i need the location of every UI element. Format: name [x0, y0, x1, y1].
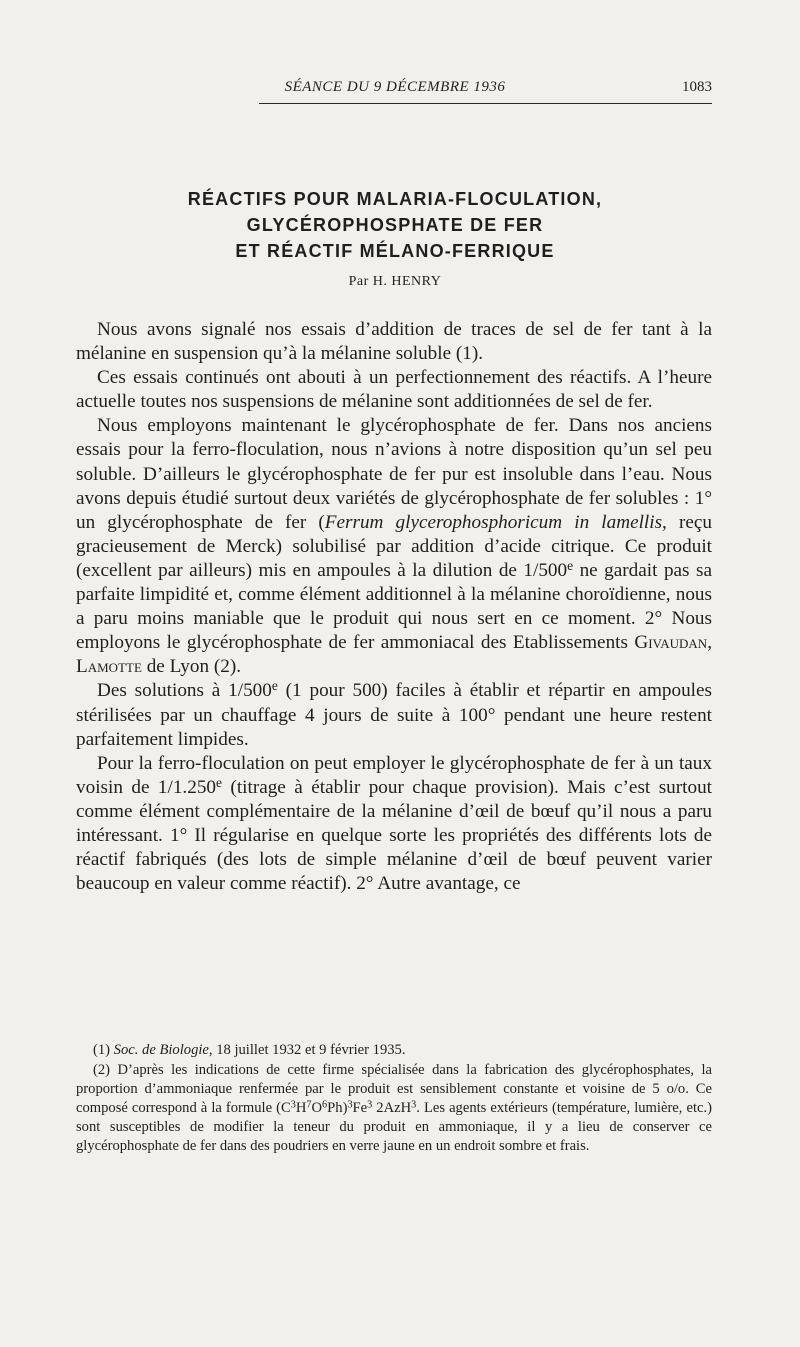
text-run: Des solutions à 1/500 [97, 680, 272, 702]
footnote [76, 1061, 712, 1156]
title-line: GLYCÉROPHOSPHATE DE FER [246, 215, 544, 235]
body-paragraph [76, 318, 712, 366]
superscript: 3 [347, 1099, 353, 1111]
italic-text: Ferrum glycerophosphoricum in lamellis [324, 511, 663, 533]
body-paragraph [76, 366, 712, 414]
title-line: ET RÉACTIF MÉLANO-FERRIQUE [235, 241, 555, 261]
text-run: O [311, 1100, 323, 1116]
superscript: 6 [322, 1099, 328, 1111]
body-paragraph [76, 752, 712, 897]
text-run: Ces essais continués ont abouti à un perfectionnement des réactifs. A l’heure actuelle toutes nos suspensions de mélanine sont additionnées de sel de fer. [76, 367, 712, 413]
text-run: (1 pour 500) faciles à établir et répartir en ampoules stérilisées par un chauffage 4 jours de suite à 100° pendant une heure restent parfaitement limpides. [76, 680, 712, 750]
text-run: de Lyon (2). [141, 656, 242, 678]
superscript: e [216, 774, 222, 790]
text-run: Ph) [327, 1100, 348, 1116]
superscript: e [567, 557, 574, 573]
superscript: 3 [411, 1099, 417, 1111]
text-run: , reçu gracieusement de Merck) solubilisé par addition d’acide citrique. Ce produit (excellent par ailleurs) mis en ampoules à la dilution de 1/500 [76, 511, 712, 581]
footnote [76, 1041, 712, 1060]
body-paragraph [76, 414, 712, 679]
superscript: 3 [367, 1099, 373, 1111]
text-run: . Les agents extérieurs (température, lumière, etc.) sont susceptibles de modifier la teneur du produit en ammoniaque, il y a lieu de conserver ce glycérophosphate de fer dans des poudriers en verre jaune en un endroit sombre et frais. [76, 1100, 712, 1154]
text-run: (1) [93, 1042, 114, 1058]
running-title: SÉANCE DU 9 DÉCEMBRE 1936 [284, 79, 506, 95]
header-rule [259, 103, 712, 104]
body-paragraph [76, 679, 712, 751]
small-caps-name: Givaudan [634, 632, 708, 654]
superscript: e [271, 678, 278, 694]
text-run: Nous avons signalé nos essais d’addition de traces de sel de fer tant à la mélanine en suspension qu’à la mélanine soluble (1). [76, 319, 712, 365]
italic-text: Soc. de Biologie [113, 1042, 209, 1058]
superscript: 7 [306, 1099, 312, 1111]
running-header [78, 79, 712, 96]
text-run: Fe [352, 1100, 368, 1116]
text-run: Pour la ferro-floculation on peut employer le glycérophosphate de fer à un taux voisin de 1/1.250 [76, 752, 712, 798]
article-body [76, 318, 712, 896]
text-run: 2AzH [372, 1100, 412, 1116]
text-run: H [295, 1100, 307, 1116]
text-run: (2) D’après les indications de cette firme spécialisée dans la fabrication des glycérophosphates, la proportion d’ammoniaque renfermée par le produit est sensiblement constante et voisine de 5 o/o. Ce composé correspond à la formule (C [76, 1062, 712, 1116]
text-run: Nous employons maintenant le glycérophosphate de fer. Dans nos anciens essais pour la ferro-floculation, nous n’avions à notre disposition qu’un sel peu soluble. D’ailleurs le glycérophosphate de fer pur est insoluble dans l’eau. Nous avons depuis étudié surtout deux variétés de glycérophosphate de fer solubles : 1° un glycérophosphate de fer ( [76, 415, 712, 533]
superscript: 3 [290, 1099, 296, 1111]
text-run: ne gardait pas sa parfaite limpidité et, comme élément additionnel à la mélanine choroïdienne, nous a paru moins maniable que le produit qui nous sert en ce moment. 2° Nous employons le glycérophosphate de fer ammoniacal des Etablissements [76, 559, 712, 654]
text-run: (titrage à établir pour chaque provision). Mais c’est surtout comme élément complémentaire de la mélanine d’œil de bœuf qu’il nous a paru intéressant. 1° Il régularise en quelque sorte les propriétés des différents lots de réactif fabriqués (des lots de simple mélanine d’œil de bœuf peuvent varier beaucoup en valeur comme réactif). 2° Autre avantage, ce [76, 776, 712, 895]
article-title [78, 186, 712, 264]
page-number: 1083 [682, 79, 712, 95]
title-line: RÉACTIFS POUR MALARIA-FLOCULATION, [187, 189, 603, 209]
small-caps-name: Lamotte [76, 656, 142, 678]
text-run: , [707, 632, 712, 654]
footnotes [76, 1041, 712, 1157]
text-run: , 18 juillet 1932 et 9 février 1935. [208, 1042, 406, 1058]
author-byline: Par H. HENRY [348, 274, 442, 289]
